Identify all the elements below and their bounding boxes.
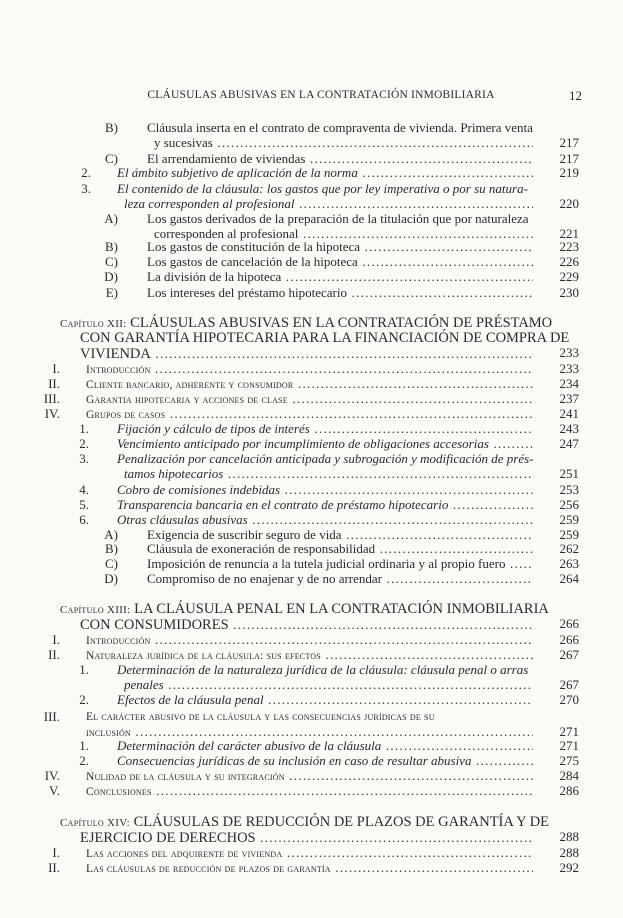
toc-entry-title: Introducción (86, 635, 151, 647)
dot-leader (295, 197, 533, 211)
toc-entry-label: I. (52, 361, 60, 376)
toc-page-number: 284 (559, 768, 579, 783)
toc-entry-label: V. (49, 783, 60, 798)
toc-page-number: 259 (559, 512, 579, 527)
toc-entry-title: Exigencia de suscribir seguro de vida (147, 528, 342, 542)
toc-page-number: 288 (559, 829, 579, 844)
toc-entry-title: tamos hipotecarios (124, 467, 224, 481)
toc-entry-title: Conclusiones (86, 786, 152, 798)
toc-page-number: 256 (559, 497, 579, 512)
dot-leader (285, 769, 533, 783)
toc-entry-title: El carácter abusivo de la cláusula y las consecuencias jurídicas de su (86, 711, 435, 723)
toc-entry-title: Las cláusulas de reducción de plazos de garantía (86, 863, 331, 875)
dot-leader (375, 542, 533, 556)
toc-entry-title: leza corresponden al profesional (124, 197, 295, 211)
toc-entry-title: Los gastos de cancelación de la hipoteca (147, 255, 358, 269)
toc-page-number: 270 (559, 692, 579, 707)
chapter-title-line: EJERCICIO DE DERECHOS (80, 830, 256, 846)
toc-entry-label: B) (105, 239, 118, 254)
toc-entry-label: 3. (79, 451, 89, 466)
dot-leader (321, 648, 533, 662)
dot-leader (381, 739, 533, 753)
toc-page-number: 226 (559, 254, 579, 269)
toc-page-number: 253 (559, 482, 579, 497)
dot-leader (489, 437, 533, 451)
chapter-title-line: CLÁUSULAS ABUSIVAS EN LA CONTRATACIÓN DE PRÉSTAMO (130, 315, 553, 331)
chapter-title-line: CON CONSUMIDORES (80, 617, 229, 633)
toc-entry-label: 3. (81, 181, 91, 196)
toc-entry-title: Imposición de renuncia a la tutela judicial ordinaria y al propio fuero (147, 557, 506, 571)
toc-entry-label: A) (104, 527, 118, 542)
dot-leader (223, 467, 533, 481)
dot-leader (131, 725, 533, 739)
toc-page-number: 267 (559, 647, 579, 662)
toc-entry-title: Compromiso de no enajenar y de no arrendar (147, 572, 383, 586)
dot-leader (331, 861, 533, 875)
dot-leader (298, 227, 533, 241)
toc-page-number: 234 (559, 376, 579, 391)
toc-entry-label: I. (52, 632, 60, 647)
toc-entry-title: Determinación del carácter abusivo de la cláusula (117, 739, 382, 753)
toc-entry-title: Otras cláusulas abusivas (117, 513, 248, 527)
toc-entry-title: El contenido de la cláusula: los gastos que por ley imperativa o por su natura- (117, 182, 528, 196)
toc-entry-label: E) (105, 285, 118, 300)
chapter-label: Capítulo XII: (60, 318, 127, 330)
running-title: CLÁUSULAS ABUSIVAS EN LA CONTRATACIÓN INMOBILIARIA (147, 89, 495, 101)
dot-leader (281, 270, 533, 284)
toc-entry-label: II. (48, 860, 60, 875)
toc-entry-title: Las acciones del adquirente de vivienda (86, 848, 283, 860)
toc-page-number: 271 (559, 738, 579, 753)
toc-page-number: 286 (559, 783, 579, 798)
dot-leader (152, 784, 533, 798)
chapter-title-line: CON GARANTÍA HIPOTECARIA PARA LA FINANCIACIÓN DE COMPRA DE (80, 330, 570, 346)
chapter-label: Capítulo XIII: (60, 604, 131, 616)
chapter-label: Capítulo XIV: (60, 817, 130, 829)
chapter-title-line: VIVIENDA (80, 346, 151, 362)
dot-leader (264, 693, 533, 707)
dot-leader (256, 830, 533, 845)
dot-leader (448, 498, 533, 512)
dot-leader (310, 422, 533, 436)
toc-entry-label: 4. (79, 482, 89, 497)
dot-leader (382, 572, 533, 586)
toc-page-number: 233 (559, 361, 579, 376)
toc-entry-label: C) (105, 254, 118, 269)
toc-entry-title: Fijación y cálculo de tipos de interés (117, 422, 310, 436)
toc-entry-label: 2. (79, 436, 89, 451)
toc-entry-title: El arrendamiento de viviendas (147, 152, 306, 166)
toc-page-number: 271 (559, 724, 579, 739)
dot-leader (288, 392, 533, 406)
dot-leader (150, 362, 533, 376)
toc-entry-label: B) (105, 541, 118, 556)
toc-entry-title: Los intereses del préstamo hipotecario (147, 286, 347, 300)
toc-page-number: 241 (559, 406, 579, 421)
toc-entry-label: 1. (79, 662, 89, 677)
toc-entry-title: Cláusula inserta en el contrato de compraventa de vivienda. Primera venta (147, 121, 533, 135)
dot-leader (347, 286, 533, 300)
toc-entry-label: 2. (79, 692, 89, 707)
dot-leader (229, 617, 533, 632)
toc-entry-label: 1. (79, 738, 89, 753)
toc-entry-label: D) (104, 571, 118, 586)
toc-page-number: 267 (559, 677, 579, 692)
toc-entry-label: 5. (79, 497, 89, 512)
toc-entry-title: Penalización por cancelación anticipada y subrogación y modificación de prés- (117, 452, 534, 466)
toc-entry-label: IV. (44, 406, 60, 421)
toc-entry-label: 2. (81, 165, 91, 180)
dot-leader (293, 377, 533, 391)
toc-page-number: 251 (559, 466, 579, 481)
toc-entry-title: Determinación de la naturaleza jurídica de la cláusula: cláusula penal o arras (117, 663, 529, 677)
toc-page-number: 219 (559, 165, 579, 180)
toc-page-number: 288 (559, 845, 579, 860)
toc-page-number: 292 (559, 860, 579, 875)
toc-entry-label: 6. (79, 512, 89, 527)
dot-leader (213, 136, 533, 150)
toc-page-number: 263 (559, 556, 579, 571)
toc-entry-label: D) (104, 269, 118, 284)
toc-page-number: 220 (559, 196, 579, 211)
running-header (60, 89, 582, 105)
chapter-title-line: LA CLÁUSULA PENAL EN LA CONTRATACIÓN INMOBILIARIA (134, 601, 549, 617)
dot-leader (151, 346, 533, 361)
toc-entry-title: y sucesivas (154, 136, 213, 150)
toc-entry-label: A) (104, 211, 118, 226)
toc-entry-title: La división de la hipoteca (147, 270, 282, 284)
toc-entry-title: Naturaleza jurídica de la cláusula: sus efectos (86, 650, 321, 662)
toc-entry-label: II. (48, 376, 60, 391)
toc-entry-label: IV. (44, 768, 60, 783)
toc-entry-label: 1. (79, 421, 89, 436)
page-number: 12 (569, 88, 582, 103)
toc-entry-title: penales (124, 678, 164, 692)
toc-page-number: 217 (559, 135, 579, 150)
toc-entry-title: Nulidad de la cláusula y su integración (86, 771, 285, 783)
toc-page-number: 266 (559, 616, 579, 631)
dot-leader (505, 557, 533, 571)
toc-entry-title: inclusión (86, 727, 131, 739)
toc-entry-title: Cláusula de exoneración de responsabilidad (147, 542, 376, 556)
toc-page-number: 243 (559, 421, 579, 436)
toc-entry-title: El ámbito subjetivo de aplicación de la norma (117, 166, 358, 180)
dot-leader (358, 255, 533, 269)
dot-leader (342, 528, 533, 542)
dot-leader (305, 152, 533, 166)
toc-entry-label: B) (105, 120, 118, 135)
dot-leader (360, 240, 533, 254)
dot-leader (164, 678, 533, 692)
toc-page-number: 223 (559, 239, 579, 254)
toc-entry-label: II. (48, 647, 60, 662)
toc-entry-title: Introducción (86, 364, 151, 376)
toc-page-number: 262 (559, 541, 579, 556)
toc-page-number: 247 (559, 436, 579, 451)
toc-entry-title: corresponden al profesional (154, 227, 299, 241)
toc-entry-title: Cliente bancario, adherente y consumidor (86, 379, 294, 391)
toc-entry-label: C) (105, 556, 118, 571)
dot-leader (471, 754, 533, 768)
toc-entry-title: Vencimiento anticipado por incumplimiento de obligaciones accesorias (117, 437, 489, 451)
toc-entry-title: Consecuencias jurídicas de su inclusión en caso de resultar abusiva (117, 754, 472, 768)
dot-leader (280, 483, 533, 497)
toc-page-number: 264 (559, 571, 579, 586)
toc-page-number: 233 (559, 345, 579, 360)
toc-entry-title: Los gastos de constitución de la hipoteca (147, 240, 361, 254)
toc-page-number: 217 (559, 151, 579, 166)
toc-entry-label: III. (43, 709, 60, 724)
toc-entry-title: Grupos de casos (86, 409, 166, 421)
toc-entry-label: 2. (79, 753, 89, 768)
chapter-title-line: CLÁUSULAS DE REDUCCIÓN DE PLAZOS DE GARANTÍA Y DE (133, 814, 550, 830)
dot-leader (150, 633, 533, 647)
toc-page-number: 266 (559, 632, 579, 647)
toc-page-number: 221 (559, 226, 579, 241)
dot-leader (282, 846, 533, 860)
toc-entry-label: I. (52, 845, 60, 860)
toc-entry-title: Transparencia bancaria en el contrato de préstamo hipotecario (117, 498, 449, 512)
toc-page-number: 275 (559, 753, 579, 768)
toc-entry-label: C) (105, 151, 118, 166)
dot-leader (165, 407, 533, 421)
toc-entry-title: Garantia hipotecaria y acciones de clase (86, 394, 288, 406)
toc-entry-title: Los gastos derivados de la preparación de la titulación que por naturaleza (147, 212, 529, 226)
toc-page-number: 259 (559, 527, 579, 542)
toc-entry-title: Efectos de la cláusula penal (117, 693, 264, 707)
dot-leader (248, 513, 533, 527)
dot-leader (358, 166, 533, 180)
toc-page-number: 230 (559, 285, 579, 300)
toc-page-number: 229 (559, 269, 579, 284)
toc-entry-title: Cobro de comisiones indebidas (117, 483, 281, 497)
toc-entry-label: III. (43, 391, 60, 406)
toc-page-number: 237 (559, 391, 579, 406)
